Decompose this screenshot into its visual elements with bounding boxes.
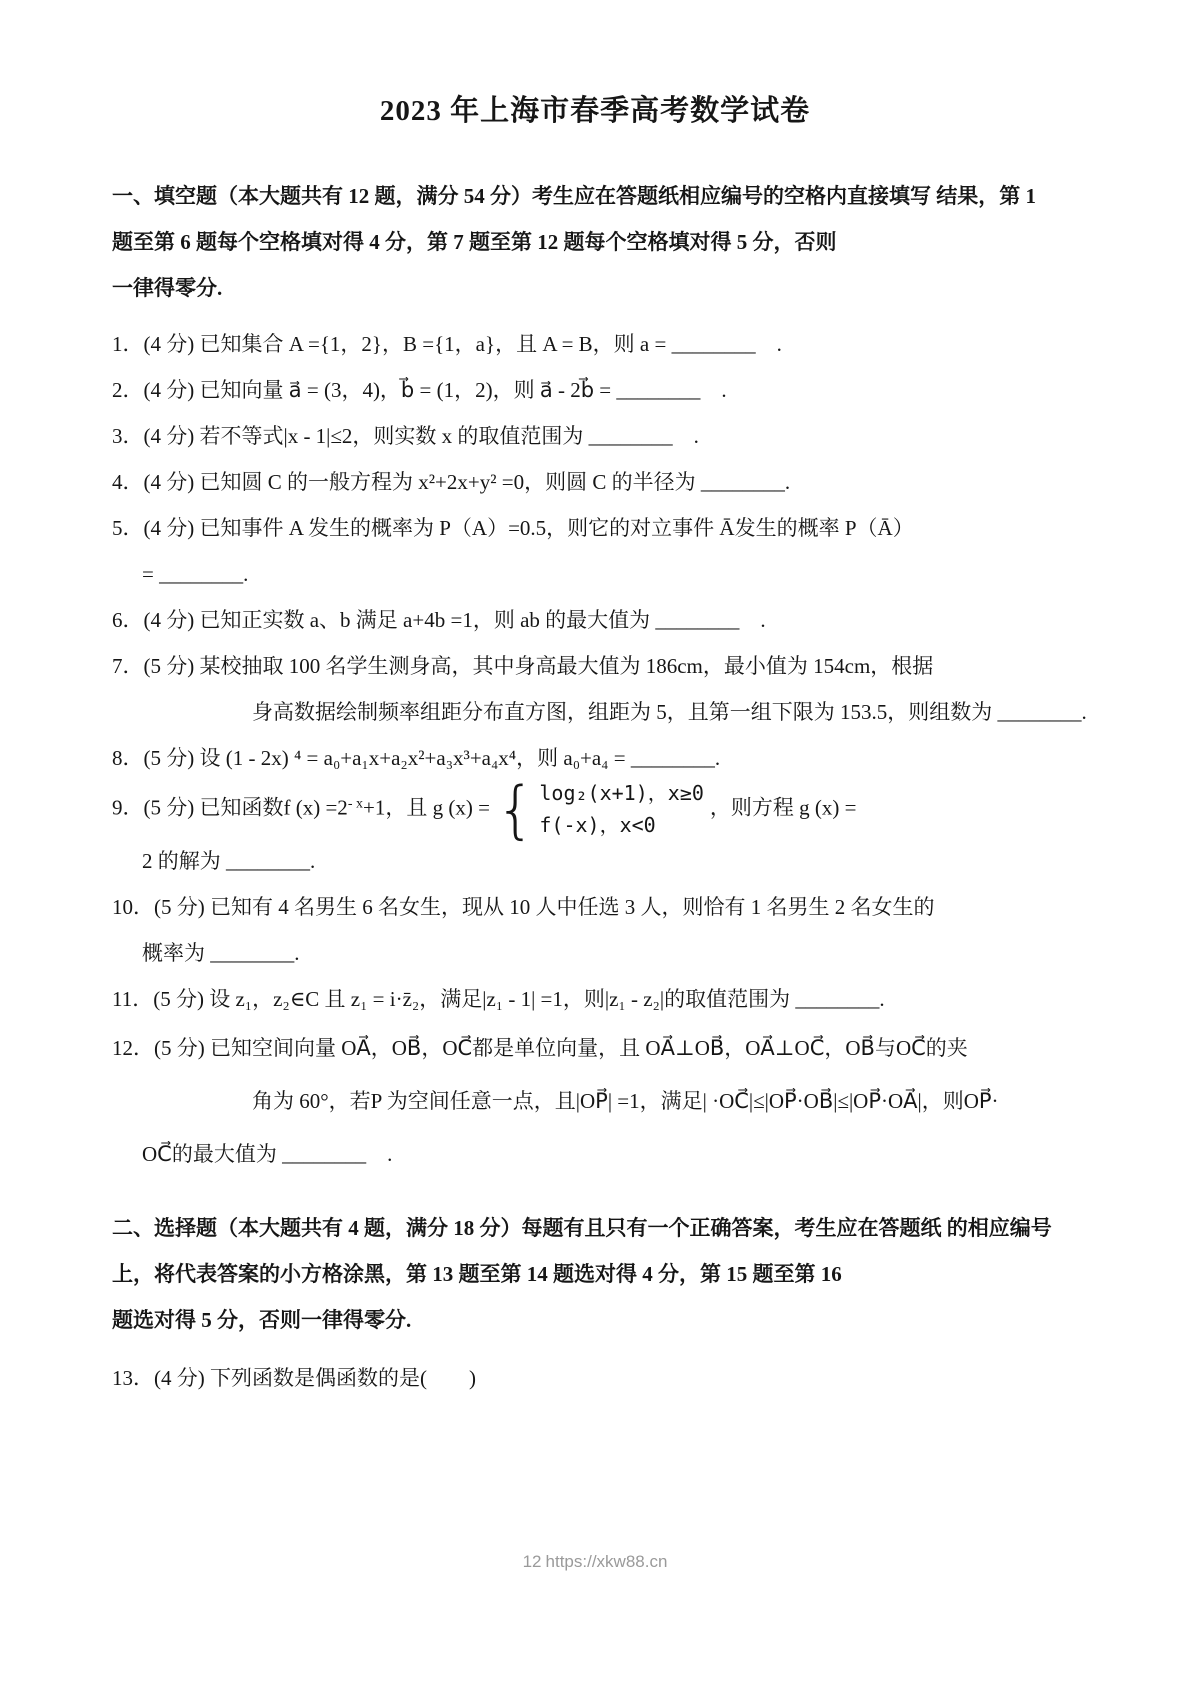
- question-5-line-1: 5．(4 分) 已知事件 A 发生的概率为 P（A）=0.5，则它的对立事件 Ā发生的概率 P（Ā）: [112, 516, 914, 540]
- question-7-line-1: 7．(5 分) 某校抽取 100 名学生测身高，其中身高最大值为 186cm，最小值为 154cm，根据: [112, 654, 934, 678]
- footer-url: https://xkw88.cn: [545, 1552, 668, 1571]
- question-7-line-2: 身高数据绘制频率组距分布直方图，组距为 5，且第一组下限为 153.5，则组数为 ________.: [252, 700, 1087, 724]
- section2-heading-line-3: 题选对得 5 分，否则一律得零分.: [112, 1308, 412, 1332]
- section1-heading-line-2: 题至第 6 题每个空格填对得 4 分，第 7 题至第 12 题每个空格填对得 5 分，否则: [112, 230, 837, 254]
- question-9-line-2: 2 的解为 ________.: [142, 849, 316, 873]
- exponent-minus-x: - x: [347, 796, 363, 812]
- section1-heading-line-3: 一律得零分.: [112, 276, 223, 300]
- section1-heading-line-1: 一、填空题（本大题共有 12 题，满分 54 分）考生应在答题纸相应编号的空格内直接填写 结果，第 1: [112, 184, 1036, 208]
- section1-heading: [112, 173, 1078, 311]
- section2-heading-line-1: 二、选择题（本大题共有 4 题，满分 18 分）每题有且只有一个正确答案，考生应在答题纸 的相应编号: [112, 1216, 1052, 1240]
- piecewise-function: [495, 772, 704, 846]
- question-2: 2．(4 分) 已知向量 a⃗ = (3，4)，b⃗ = (1，2)，则 a⃗ - 2b⃗ = ________ .: [112, 378, 727, 402]
- exam-title: 2023 年上海市春季高考数学试卷: [379, 95, 811, 127]
- piecewise-case-1: log₂(x+1)，x≥0: [539, 781, 704, 805]
- section2-heading-line-2: 上，将代表答案的小方格涂黑，第 13 题至第 14 题选对得 4 分，第 15 题至第 16: [112, 1262, 842, 1286]
- question-9-line-1: [112, 772, 1078, 846]
- question-9-text-start: 9．(5 分) 已知函数f (x) =2: [112, 795, 348, 820]
- left-brace: {: [495, 772, 536, 846]
- question-10-line-1: 10．(5 分) 已知有 4 名男生 6 名女生，现从 10 人中任选 3 人，则恰有 1 名男生 2 名女生的: [112, 895, 935, 919]
- question-12-line-3: OC⃗的最大值为 ________ .: [142, 1142, 393, 1166]
- fill-in-questions-section: [112, 321, 1087, 1181]
- question-9-text-end: ，则方程 g (x) =: [709, 795, 857, 820]
- question-4: 4．(4 分) 已知圆 C 的一般方程为 x²+2x+y² =0，则圆 C 的半径为 ________.: [112, 470, 791, 494]
- question-12-line-1: 12．(5 分) 已知空间向量 OA⃗，OB⃗，OC⃗都是单位向量，且 OA⃗⊥OB⃗，OA⃗⊥OC⃗，OB⃗与OC⃗的夹: [112, 1036, 968, 1060]
- question-1: 1．(4 分) 已知集合 A ={1，2}，B ={1，a}，且 A = B，则 a = ________ .: [112, 332, 782, 356]
- question-13: 13．(4 分) 下列函数是偶函数的是( ): [112, 1366, 476, 1390]
- piecewise-cases: [539, 781, 704, 838]
- question-10-line-2: 概率为 ________.: [142, 941, 300, 965]
- question-3: 3．(4 分) 若不等式|x - 1|≤2，则实数 x 的取值范围为 ________ .: [112, 424, 699, 448]
- piecewise-case-2: f(-x)，x<0: [539, 813, 656, 837]
- page-footer: [0, 1552, 1190, 1572]
- question-6: 6．(4 分) 已知正实数 a、b 满足 a+4b =1，则 ab 的最大值为 ________ .: [112, 608, 766, 632]
- section2-heading: [112, 1205, 1078, 1343]
- question-11: 11．(5 分) 设 z₁，z₂∈C 且 z₁ = i·z̄₂，满足|z₁ - 1| =1，则|z₁ - z₂|的取值范围为 ________.: [112, 987, 885, 1011]
- question-8: 8．(5 分) 设 (1 - 2x) ⁴ = a₀+a₁x+a₂x²+a₃x³+a₄x⁴，则 a₀+a₄ = ________.: [112, 746, 721, 770]
- question-9-text-mid: +1，且 g (x) =: [362, 795, 490, 820]
- page-number: 12: [522, 1552, 542, 1571]
- question-5-line-2: = ________.: [142, 562, 249, 586]
- question-12-line-2: 角为 60°，若P 为空间任意一点，且|OP⃗| =1，满足| ·OC⃗|≤|OP⃗·OB⃗|≤|OP⃗·OA⃗|，则OP⃗·: [252, 1089, 999, 1113]
